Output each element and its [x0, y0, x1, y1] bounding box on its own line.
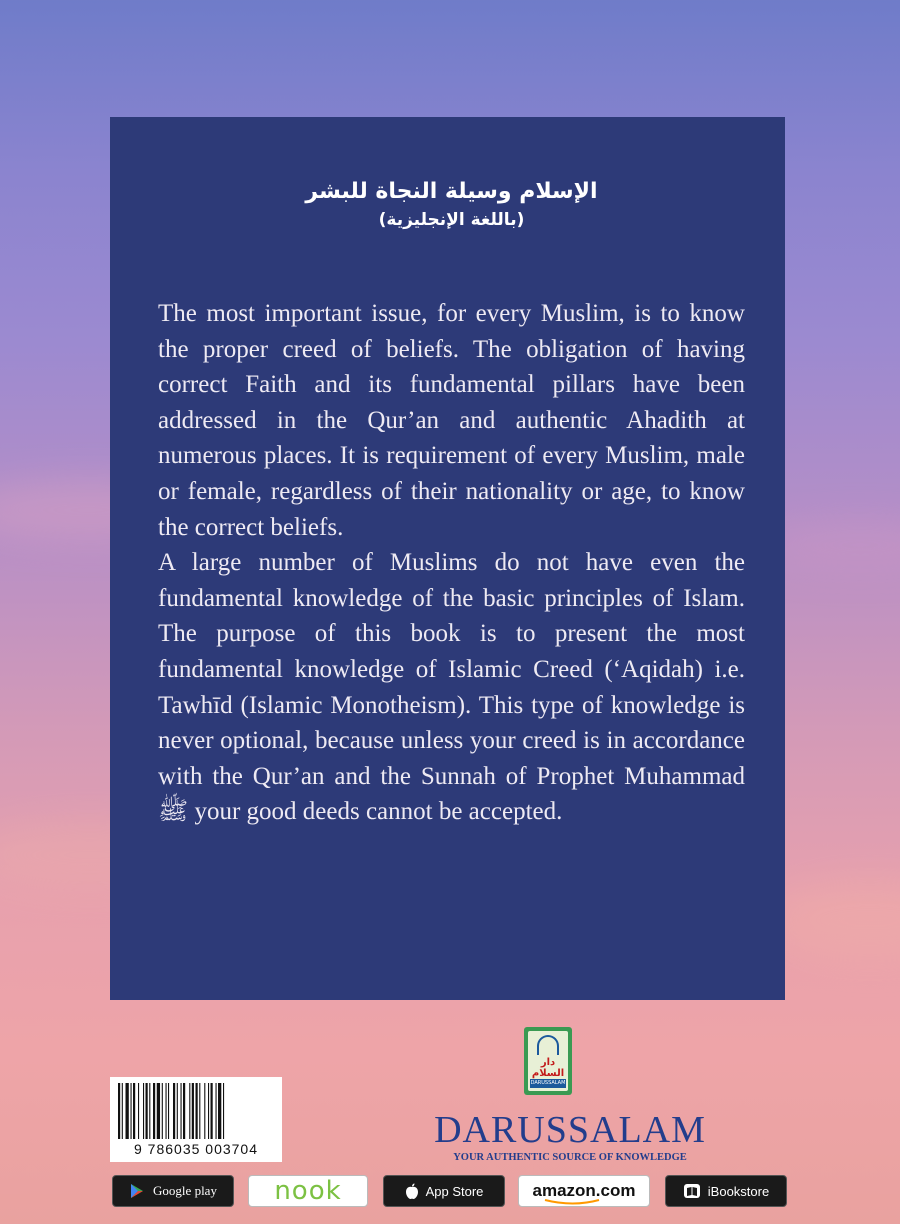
isbn-barcode	[110, 1077, 282, 1162]
store-label: iBookstore	[707, 1183, 770, 1199]
barcode-bar	[149, 1083, 150, 1139]
barcode-bar	[143, 1083, 144, 1139]
dome-icon	[537, 1035, 559, 1055]
logo-latin-text: DARUSSALAM	[530, 1080, 566, 1086]
description-paragraph: The most important issue, for every Muslim, is to know the proper creed of beliefs. The obligation of having correct Faith and its fundamental pillars have been addressed in the Qur’an and authentic Ahadith at numerous places. It is requirement of every Muslim, male or female, regardless of their nationality or age, to know the correct beliefs.	[158, 300, 745, 541]
ibookstore-badge[interactable]	[665, 1175, 787, 1207]
barcode-bars	[116, 1083, 276, 1139]
publisher-name: DARUSSALAM	[434, 1109, 706, 1151]
play-triangle-icon	[129, 1183, 145, 1199]
logo-arabic-text: دار السلام	[531, 1057, 565, 1079]
cloud-decoration	[770, 880, 900, 960]
arabic-title: الإسلام وسيلة النجاة للبشر	[305, 179, 598, 204]
store-label: App Store	[425, 1183, 484, 1199]
barcode-bar	[223, 1083, 224, 1139]
barcode-bar	[157, 1083, 160, 1139]
barcode-bar	[208, 1083, 209, 1139]
barcode-bar	[122, 1083, 123, 1139]
barcode-bar	[196, 1083, 198, 1139]
barcode-bar	[183, 1083, 185, 1139]
barcode-bar	[199, 1083, 200, 1139]
app-store-badge[interactable]	[383, 1175, 505, 1207]
barcode-bar	[173, 1083, 175, 1139]
book-icon	[683, 1183, 701, 1199]
barcode-bar	[133, 1083, 135, 1139]
barcode-bar	[138, 1083, 139, 1139]
apple-icon	[405, 1183, 419, 1200]
darussalam-logo	[524, 1027, 572, 1095]
barcode-bar	[146, 1083, 148, 1139]
barcode-bar	[168, 1083, 169, 1139]
barcode-bar	[118, 1083, 120, 1139]
barcode-bar	[218, 1083, 221, 1139]
barcode-bar	[204, 1083, 205, 1139]
barcode-bar	[162, 1083, 163, 1139]
barcode-bar	[181, 1083, 182, 1139]
google-play-badge[interactable]	[112, 1175, 234, 1207]
barcode-bar	[153, 1083, 155, 1139]
nook-badge[interactable]	[248, 1175, 368, 1207]
amazon-badge[interactable]	[518, 1175, 650, 1207]
barcode-bar	[216, 1083, 217, 1139]
nook-logo-text: nook	[274, 1176, 342, 1206]
barcode-bar	[131, 1083, 132, 1139]
barcode-bar	[126, 1083, 129, 1139]
barcode-bar	[166, 1083, 167, 1139]
amazon-logo-text: amazon.com	[532, 1181, 636, 1200]
barcode-bar	[192, 1083, 194, 1139]
publisher-tagline: YOUR AUTHENTIC SOURCE OF KNOWLEDGE	[453, 1152, 687, 1163]
description-paragraph: A large number of Muslims do not have even the fundamental knowledge of the basic principles of Islam. The purpose of this book is to present the most fundamental knowledge of Islamic Creed (‘Aqidah) i.e. Tawhīd (Islamic Monotheism). This type of knowledge is never optional, because unless your creed is in accordance with the Qur’an and the Sunnah of Prophet Muhammad ﷺ your good deeds cannot be accepted.	[158, 549, 745, 826]
amazon-smile-icon	[543, 1198, 603, 1206]
arabic-subtitle: (باللغة الإنجليزية)	[378, 210, 525, 230]
barcode-bar	[211, 1083, 213, 1139]
store-label: Google play	[153, 1183, 217, 1198]
description-panel	[110, 117, 785, 1000]
barcode-bar	[189, 1083, 190, 1139]
barcode-bar	[177, 1083, 178, 1139]
isbn-number: 9 786035 003704	[134, 1141, 258, 1157]
